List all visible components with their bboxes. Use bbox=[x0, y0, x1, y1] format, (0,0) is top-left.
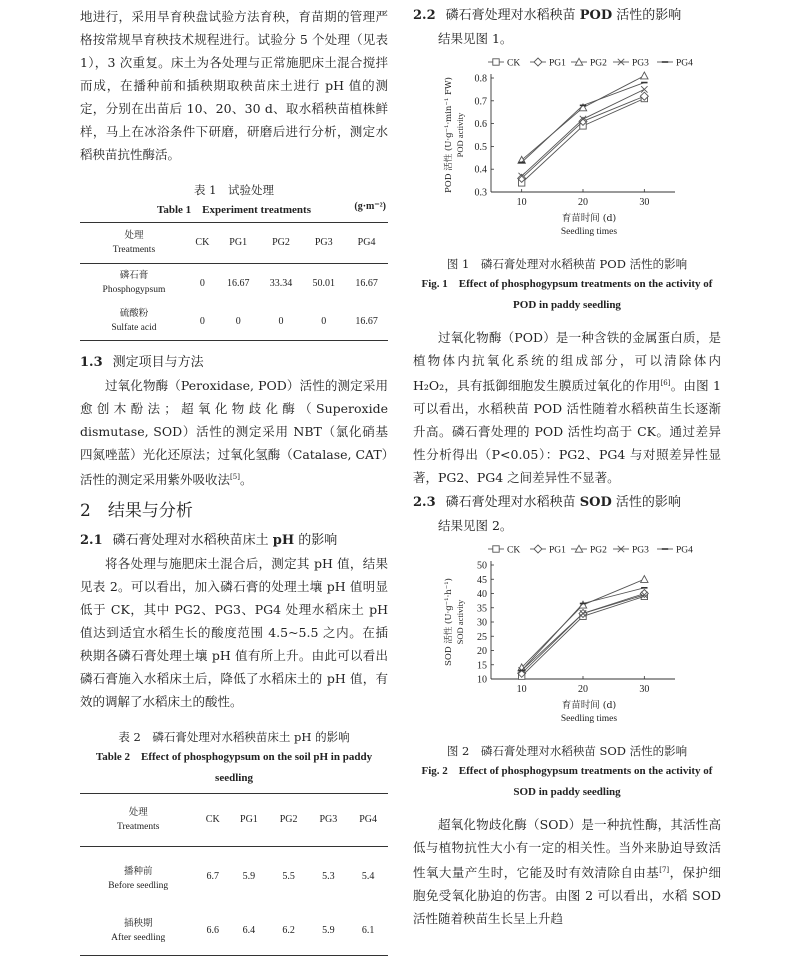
table-cell: 16.67 bbox=[355, 277, 378, 289]
table-cell: 0 bbox=[278, 315, 284, 327]
sod-text: 超氧化物歧化酶（SOD）是一种抗性酶，其活性高低与植物抗性大小有一定的相关性。当外来胁迫导致活性氧大量产生时，它能及时有效清除自由基 bbox=[413, 817, 721, 881]
section-2-2-heading bbox=[413, 4, 721, 27]
table1-caption bbox=[80, 180, 388, 222]
citation: [7] bbox=[659, 866, 670, 875]
table2-col-pg4: PG4 bbox=[348, 794, 388, 847]
data-point-pg2 bbox=[579, 601, 586, 608]
table-row bbox=[80, 264, 388, 303]
y-tick-label: 10 bbox=[477, 674, 487, 686]
data-point-pg2 bbox=[641, 576, 648, 583]
table1-caption-cn: 表 1 试验处理 bbox=[194, 183, 274, 197]
section-title-bold: POD bbox=[579, 8, 613, 23]
table1-col-ck: CK bbox=[188, 223, 217, 264]
table-cell: 6.2 bbox=[282, 924, 295, 936]
section-title: 活性的影响 bbox=[612, 8, 682, 23]
table-cell: 5.4 bbox=[361, 870, 375, 882]
table-cell: 5.9 bbox=[322, 924, 335, 936]
y-axis-label-en: SOD activity bbox=[455, 599, 465, 645]
section-title: 磷石膏处理对水稻秧苗 bbox=[445, 495, 580, 511]
table-row-label bbox=[80, 302, 188, 341]
legend-label: CK bbox=[507, 58, 521, 69]
table-row bbox=[80, 905, 388, 956]
table-cell: 0 bbox=[321, 315, 327, 327]
legend-label: PG4 bbox=[676, 58, 693, 69]
y-axis-label-cn: SOD 活性 (U·g⁻¹·h⁻¹) bbox=[444, 578, 454, 667]
table1-col-pg4: PG4 bbox=[345, 223, 388, 264]
y-tick-label: 45 bbox=[477, 574, 487, 586]
table-cell: 16.67 bbox=[226, 277, 250, 289]
table1-col-pg3: PG3 bbox=[302, 223, 345, 264]
table2-col-pg2: PG2 bbox=[269, 794, 309, 847]
table-cell: 0 bbox=[199, 315, 205, 327]
y-tick-label: 50 bbox=[477, 560, 487, 572]
table-row bbox=[80, 847, 388, 906]
table-row-label bbox=[80, 905, 196, 956]
section-title: 磷石膏处理对水稻秧苗 bbox=[445, 8, 580, 23]
left-column bbox=[80, 0, 388, 956]
legend-marker bbox=[493, 546, 499, 552]
table-row bbox=[80, 302, 388, 341]
table1-stub-header bbox=[80, 223, 188, 264]
row-label-en: Sulfate acid bbox=[111, 323, 157, 333]
table-cell: 50.01 bbox=[312, 277, 336, 289]
sod-chart bbox=[413, 541, 721, 739]
y-tick-label: 15 bbox=[477, 660, 487, 672]
x-axis-label-cn: 育苗时间 (d) bbox=[561, 213, 617, 224]
table-cell: 6.7 bbox=[206, 870, 219, 882]
x-tick-label: 10 bbox=[516, 197, 527, 208]
row-label-en: After seedling bbox=[111, 933, 166, 944]
y-axis-label-en: POD activity bbox=[455, 112, 465, 158]
legend-label: CK bbox=[507, 545, 521, 556]
section-2-3-heading bbox=[413, 491, 721, 514]
data-point-pg2 bbox=[641, 72, 648, 79]
y-tick-label: 40 bbox=[477, 589, 487, 601]
table-row-label bbox=[80, 847, 196, 906]
section-number: 2.1 bbox=[80, 533, 103, 549]
table2-caption bbox=[80, 727, 388, 789]
table2-header-en: Treatments bbox=[117, 822, 160, 833]
citation: [6] bbox=[660, 379, 671, 387]
legend-label: PG2 bbox=[590, 545, 607, 556]
y-tick-label: 35 bbox=[477, 603, 487, 615]
row-label-cn: 硫酸粉 bbox=[119, 309, 149, 319]
table-cell: 5.3 bbox=[322, 870, 335, 882]
legend-label: PG2 bbox=[590, 58, 607, 69]
row-label-en: Before seedling bbox=[108, 881, 169, 892]
table2-caption-cn: 表 2 磷石膏处理对水稻秧苗床土 pH 的影响 bbox=[118, 730, 350, 745]
x-tick-label: 30 bbox=[639, 684, 650, 696]
legend-label: PG4 bbox=[676, 545, 693, 556]
fig2-caption-en: Fig. 2 Effect of phosphogypsum treatments on the activity of SOD in paddy seedling bbox=[421, 765, 713, 799]
pod-paragraph bbox=[413, 326, 721, 489]
table2-col-pg3: PG3 bbox=[309, 794, 349, 847]
citation: [5] bbox=[230, 473, 240, 481]
methods-paragraph: 过氧化物酶（Peroxidase, POD）活性的测定采用愈创木酚法；超氧化物歧化酶（Superoxide dismutase, SOD）活性的测定采用 NBT（氯化硝基四氮唑蓝）光化还原法；过氧化氢酶（Catalase, CAT）活性的测定采用紫外吸收法[5]。 bbox=[80, 378, 388, 488]
row-label-cn: 播种前 bbox=[123, 867, 153, 878]
section-title-bold: SOD bbox=[579, 495, 612, 511]
pod-text: 过氧化物酶（POD）是一种含铁的金属蛋白质，是植物体内抗氧化系统的组成部分，可以清除体内 H₂O₂，具有抵御细胞发生膜质过氧化的作用 bbox=[413, 330, 721, 394]
y-tick-label: 0.4 bbox=[474, 164, 487, 176]
legend-marker bbox=[534, 58, 542, 66]
legend-marker bbox=[493, 59, 499, 65]
y-tick-label: 0.5 bbox=[474, 141, 487, 153]
table2-header-row bbox=[80, 794, 388, 847]
fig1-reference: 结果见图 1。 bbox=[438, 31, 513, 46]
table1-header-en: Treatments bbox=[112, 245, 156, 255]
figure-2 bbox=[413, 541, 721, 739]
table-row-label bbox=[80, 264, 188, 303]
pod-chart bbox=[413, 54, 721, 252]
table-cell: 5.5 bbox=[282, 870, 295, 882]
table-cell: 6.6 bbox=[206, 924, 219, 936]
methods-text: 过氧化物酶（Peroxidase, POD）活性的测定采用愈创木酚法；超氧化物歧化酶（Superoxide dismutase, SOD）活性的测定采用 NBT（氯化硝基四氮唑蓝）光化还原法；过氧化氢酶（Catalase, CAT）活性的测定采用紫外吸收法 bbox=[80, 378, 388, 488]
table-cell: 0 bbox=[235, 315, 241, 327]
section-2-heading: 2 结果与分析 bbox=[80, 501, 193, 522]
table-cell: 33.34 bbox=[269, 277, 293, 289]
legend-marker bbox=[534, 545, 542, 553]
legend-label: PG1 bbox=[549, 545, 566, 556]
table2 bbox=[80, 793, 388, 956]
table2-header-cn: 处理 bbox=[128, 808, 148, 819]
y-tick-label: 0.8 bbox=[474, 73, 487, 85]
table2-stub-header bbox=[80, 794, 196, 847]
table-cell: 6.1 bbox=[361, 924, 375, 936]
table-cell: 16.67 bbox=[355, 315, 378, 327]
x-tick-label: 30 bbox=[639, 197, 650, 208]
section-title: 的影响 bbox=[294, 533, 338, 549]
table-cell: 5.9 bbox=[242, 870, 256, 882]
row-label-en: Phosphogypsum bbox=[102, 285, 166, 295]
y-axis-label-cn: POD 活性 (U·g⁻¹·min⁻¹ FW) bbox=[444, 77, 454, 193]
table1-col-pg1: PG1 bbox=[217, 223, 260, 264]
x-axis-label-cn: 育苗时间 (d) bbox=[561, 700, 617, 712]
x-tick-label: 20 bbox=[578, 684, 588, 696]
y-tick-label: 25 bbox=[477, 631, 487, 643]
figure-1 bbox=[413, 54, 721, 252]
row-label-cn: 插秧期 bbox=[123, 919, 153, 930]
table-cell: 6.4 bbox=[242, 924, 256, 936]
legend-label: PG1 bbox=[549, 58, 566, 69]
table2-col-pg1: PG1 bbox=[229, 794, 269, 847]
series-line-pg3 bbox=[522, 89, 645, 176]
section-number: 1.3 bbox=[80, 355, 103, 370]
x-tick-label: 10 bbox=[516, 684, 527, 696]
y-tick-label: 0.6 bbox=[474, 119, 487, 131]
x-tick-label: 20 bbox=[578, 197, 588, 208]
ph-paragraph: 将各处理与施肥床土混合后，测定其 pH 值，结果见表 2。可以看出，加入磷石膏的处理土壤 pH 值明显低于 CK，其中 PG2、PG3、PG4 处理水稻床土 pH 值达到适宜水稻生长的酸度范围 4.5~5.5 之内。在插秧期各磷石膏处理土壤 pH 值有所上升。由此可以看出磷石膏施入水稻床土后，降低了水稻床土的 pH 值，有效的调解了水稻床土的酸性。 bbox=[80, 556, 388, 710]
x-axis-label-en: Seedling times bbox=[560, 714, 618, 725]
fig1-caption-cn: 图 1 磷石膏处理对水稻秧苗 POD 活性的影响 bbox=[446, 257, 688, 271]
fig1-caption-en: Fig. 1 Effect of phosphogypsum treatments on the activity of POD in paddy seedling bbox=[421, 278, 713, 311]
y-tick-label: 30 bbox=[477, 617, 487, 629]
fig2-reference: 结果见图 2。 bbox=[438, 518, 513, 534]
table1-header-cn: 处理 bbox=[124, 231, 144, 241]
section-title: 磷石膏处理对水稻秧苗床土 bbox=[112, 533, 273, 549]
sod-text: ，保护细胞免受氧化胁迫的伤害。由图 2 可以看出，水稻 SOD 活性随着秧苗生长呈上升趋 bbox=[413, 865, 721, 927]
y-tick-label: 20 bbox=[477, 646, 487, 658]
table1 bbox=[80, 222, 388, 341]
legend-label: PG3 bbox=[632, 545, 649, 556]
y-tick-label: 0.3 bbox=[474, 187, 487, 199]
pod-text: 。由图 1 可以看出，水稻秧苗 POD 活性随着水稻秧苗生长逐渐升高。磷石膏处理的 POD 活性均高于 CK。通过差异性分析得出（P<0.05）：PG2、PG4 与对照差异性显著，PG2、PG4 之间差异性不显著。 bbox=[413, 378, 721, 486]
section-title: 活性的影响 bbox=[611, 495, 681, 511]
sod-paragraph bbox=[413, 813, 721, 930]
right-column bbox=[413, 0, 721, 930]
table1-header-row bbox=[80, 223, 388, 264]
table-cell: 0 bbox=[199, 277, 205, 289]
section-1-3-heading bbox=[80, 351, 388, 374]
section-title-bold: pH bbox=[272, 533, 295, 549]
table2-caption-en: Table 2 Effect of phosphogypsum on the soil pH in paddy seedling bbox=[95, 751, 373, 785]
row-label-cn: 磷石膏 bbox=[119, 271, 149, 281]
legend-label: PG3 bbox=[632, 58, 649, 69]
table1-col-pg2: PG2 bbox=[260, 223, 303, 264]
section-2-1-heading bbox=[80, 529, 388, 552]
fig2-caption-cn: 图 2 磷石膏处理对水稻秧苗 SOD 活性的影响 bbox=[446, 744, 688, 759]
section-number: 2.2 bbox=[413, 8, 436, 23]
section-number: 2.3 bbox=[413, 495, 436, 511]
table1-unit: (g·m⁻²) bbox=[354, 201, 386, 212]
x-axis-label-en: Seedling times bbox=[560, 227, 618, 237]
y-tick-label: 0.7 bbox=[474, 96, 487, 108]
intro-paragraph: 地进行，采用旱育秧盘试验方法育秧，育苗期的管理严格按常规旱育秧技术规程进行。试验分 5 个处理（见表 1），3 次重复。床土为各处理与正常施肥床土混合搅拌而成，在播种前和插秧期取秧苗床土进行 pH 值的测定，分别在出苗后 10、20、30 d、取水稻秧苗植株鲜样，马上在冰浴条件下研磨，研磨后进行分析，测定水稻秧苗抗性酶活。 bbox=[80, 9, 388, 162]
table2-col-ck: CK bbox=[196, 794, 229, 847]
section-title: 测定项目与方法 bbox=[112, 355, 204, 370]
table1-caption-en: Table 1 Experiment treatments bbox=[157, 204, 311, 216]
